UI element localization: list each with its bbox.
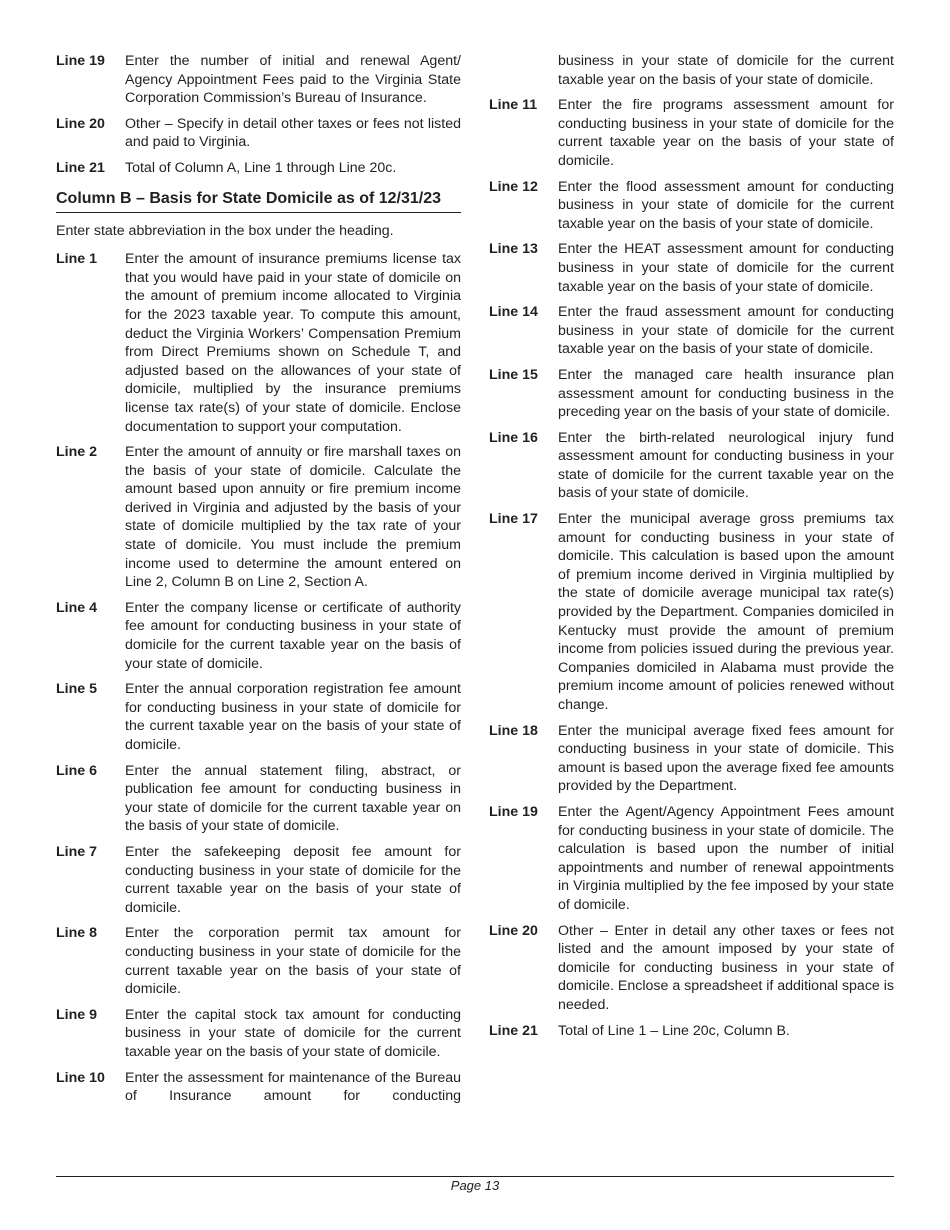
line-text: Enter the managed care health insurance plan assessment amount for conducting business in the preceding year on the basis of your state of domicile. [558,366,894,421]
line-text: Enter the HEAT assessment amount for conducting business in your state of domicile for the current taxable year on the basis of your state of domicile. [558,241,894,295]
line-text: Other – Enter in detail any other taxes or fees not listed and the amount imposed by your state of domicile for conducting business in your state of domicile. Enclose a spreadsheet if additional space is needed. [558,922,894,1013]
line-label: Line 14 [489,304,538,321]
instruction-item [56,1069,461,1106]
line-text: Other – Specify in detail other taxes or fees not listed and paid to Virginia. [125,115,461,151]
line-text: Enter the amount of annuity or fire marshall taxes on the basis of your state of domicile. Calculate the amount based upon annuity or fire premium income derived in Virginia and adjusted by the basis of your state of domicile multiplied by the tax rate of your state of domicile. You must include the premium income used to determine the amount entered on Line 2, Column B on Line 2, Section A. [125,444,461,591]
instruction-item [56,843,461,917]
line-label: Line 4 [56,599,97,616]
line-text: Enter the annual statement filing, abstract, or publication fee amount for conducting business in your state of domicile for the current taxable year on the basis of your state of domicile. [125,762,461,835]
left-column [56,52,461,1113]
instruction-item [489,96,894,170]
instruction-item [56,159,461,178]
line-label: Line 19 [489,803,538,820]
line-label: Line 16 [489,429,538,446]
line-label: Line 13 [489,241,538,258]
instruction-item [489,366,894,422]
instruction-item [489,429,894,503]
line-text: Enter the safekeeping deposit fee amount for conducting business in your state of domicile for the current taxable year on the basis of your state of domicile. [125,843,461,916]
line-label: Line 17 [489,511,538,528]
line-text: Total of Column A, Line 1 through Line 20c. [125,159,397,176]
line-text: Enter the Agent/Agency Appointment Fees amount for conducting business in your state of domicile. The calculation is based upon the number of initial appointments and number of renewal appointments in Virginia multiplied by the fee imposed by your state of domicile. [558,803,894,913]
instruction-item [489,303,894,359]
line-text: Enter the fire programs assessment amount for conducting business in your state of domicile for the current taxable year on the basis of your state of domicile. [558,97,894,169]
line-label: Line 21 [489,1022,538,1039]
instruction-item [489,803,894,915]
instruction-item [56,443,461,592]
instruction-item [56,115,461,152]
instruction-item [56,680,461,754]
line-text: Enter the annual corporation registration fee amount for conducting business in your state of domicile for the current taxable year on the basis of your state of domicile. [125,681,461,753]
instruction-item [56,52,461,108]
instruction-item [56,1006,461,1062]
instruction-item [56,762,461,836]
line-text: Enter the capital stock tax amount for conducting business in your state of domicile for the current taxable year on the basis of your state of domicile. [125,1006,461,1060]
line-label: Line 10 [56,1069,105,1086]
line-label: Line 6 [56,762,97,779]
line-label: Line 15 [489,366,538,383]
right-column [489,52,894,1047]
instruction-item [56,924,461,998]
line-text: Total of Line 1 – Line 20c, Column B. [558,1022,790,1039]
instruction-item [489,722,894,796]
line-text: Enter the number of initial and renewal Agent/ Agency Appointment Fees paid to the Virginia State Corporation Commission’s Bureau of Insurance. [125,53,461,107]
line-label: Line 21 [56,159,105,176]
section-intro: Enter state abbreviation in the box under the heading. [56,222,394,239]
line-text: Enter the assessment for maintenance of the Bureau of Insurance amount for conducting [125,1069,461,1105]
section-heading: Column B – Basis for State Domicile as of 12/31/23 [56,189,461,213]
line-text: Enter the municipal average gross premiums tax amount for conducting business in your state of domicile. This calculation is based upon the amount of premium income derived in Virginia multiplied by the state of domicile average municipal tax rate(s) provided by the Department. Companies domiciled in Kentucky must provide the amount of premium income from policies issued during the previous year. Companies domiciled in Alabama must provide the premium income amount of policies renewed without change. [558,511,894,713]
instruction-item [489,1022,894,1041]
instruction-item [489,510,894,715]
instruction-item [489,178,894,234]
line-label: Line 20 [489,922,538,939]
instruction-item [56,250,461,436]
line-10-continuation: business in your state of domicile for the current taxable year on the basis of your state of domicile. [558,53,894,88]
instruction-item [56,599,461,673]
line-text: Enter the birth-related neurological injury fund assessment amount for conducting business in your state of domicile for the current taxable year on the basis of your state of domicile. [558,429,894,502]
line-label: Line 5 [56,681,97,698]
line-label: Line 8 [56,925,97,942]
line-label: Line 12 [489,178,538,195]
line-text: Enter the flood assessment amount for conducting business in your state of domicile for the current taxable year on the basis of your state of domicile. [558,178,894,232]
line-text: Enter the company license or certificate of authority fee amount for conducting business in your state of domicile for the current taxable year on the basis of your state of domicile. [125,599,461,672]
line-label: Line 1 [56,251,97,268]
line-text: Enter the municipal average fixed fees amount for conducting business in your state of domicile. This amount is based upon the average fixed fee amounts provided by the Department. [558,722,894,795]
line-text: Enter the amount of insurance premiums license tax that you would have paid in your state of domicile on the amount of premium income allocated to Virginia for the 2023 taxable year. To compute this amount, deduct the Virginia Workers’ Compensation Premium from Direct Premiums shown on Schedule T, and adjusted based on the allowances of your state of domicile, multiplied by the insurance premiums license tax rate(s) of your state of domicile. Enclose documentation to support your computation. [125,251,461,435]
line-label: Line 2 [56,444,97,461]
line-label: Line 11 [489,97,538,114]
line-label: Line 19 [56,53,105,69]
page-number: Page 13 [450,1178,500,1193]
instruction-item [489,240,894,296]
line-label: Line 20 [56,115,105,132]
line-label: Line 18 [489,722,538,739]
line-label: Line 7 [56,843,97,860]
line-label: Line 9 [56,1006,97,1023]
instruction-item [489,922,894,1015]
line-text: Enter the fraud assessment amount for conducting business in your state of domicile for the current taxable year on the basis of your state of domicile. [558,304,894,358]
line-text: Enter the corporation permit tax amount for conducting business in your state of domicile for the current taxable year on the basis of your state of domicile. [125,925,461,998]
